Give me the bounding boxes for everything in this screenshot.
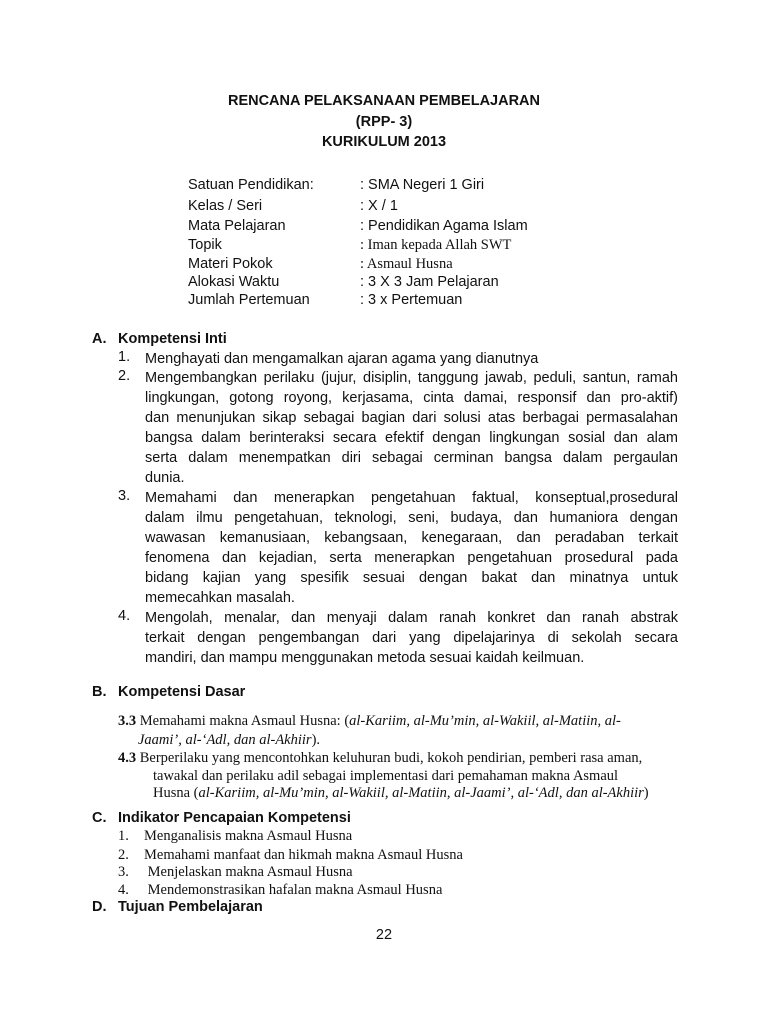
kd-text: tawakal dan perilaku adil sebagai implementasi dari pemahaman makna Asmaul (153, 768, 619, 784)
doc-title-line1: RENCANA PELAKSANAAN PEMBELAJARAN (227, 93, 541, 109)
text-line: Mengolah, menalar, dan menyaji dalam ranah konkret dan ranah abstrak (145, 610, 678, 626)
list-text: Memahami manfaat dan hikmah makna Asmaul Husna (144, 847, 463, 863)
text-line: lingkungan, gotong royong, kerjasama, cinta damai, responsif dan pro-aktif) (145, 390, 678, 406)
kd-text: ). (311, 732, 321, 748)
info-label: Alokasi Waktu (188, 274, 280, 290)
text-line: dan menunjukan sikap sebagai bagian dari solusi atas berbagai permasalahan (145, 410, 678, 426)
info-value: : Asmaul Husna (360, 256, 453, 272)
list-text (145, 608, 678, 668)
kd-text: Memahami makna Asmaul Husna: ( (136, 713, 350, 729)
list-text: Menjelaskan makna Asmaul Husna (144, 864, 353, 880)
list-number: 4. (118, 608, 131, 624)
info-label: Topik (188, 237, 222, 253)
section-heading-a (92, 331, 227, 347)
info-label: Jumlah Pertemuan (188, 292, 310, 308)
text-line: Mengembangkan perilaku (jujur, disiplin, tanggung jawab, peduli, santun, ramah (145, 370, 678, 386)
text-line: wawasan kemanusiaan, kebangsaan, kenegaraan, dan peradaban terkait (145, 530, 678, 546)
list-number: 1. (118, 828, 129, 844)
kd-asmaul-husna-list: al-Kariim, al-Mu’min, al-Wakiil, al-Matiin, al- (349, 713, 621, 729)
text-line: dalam ilmu pengetahuan, teknologi, seni, budaya, dan humaniora dengan (145, 510, 678, 526)
indikator-item-4 (118, 882, 442, 899)
info-label: Satuan Pendidikan: (188, 177, 314, 193)
kd-asmaul-husna-list: Jaami’, al-‘Adl, dan al-Akhiir (138, 732, 312, 748)
kd-3-3-line2 (138, 731, 320, 749)
list-text: Menganalisis makna Asmaul Husna (144, 828, 353, 844)
info-value: : Pendidikan Agama Islam (360, 218, 528, 234)
text-line: dunia. (145, 470, 185, 486)
kd-3-3-line1 (118, 712, 621, 730)
text-line: mandiri, dan mampu menggunakan metoda sesuai kaidah keilmuan. (145, 650, 585, 666)
text-line: Memahami dan menerapkan pengetahuan faktual, konseptual,prosedural (145, 490, 678, 506)
indikator-item-3 (118, 864, 353, 881)
info-label: Materi Pokok (188, 256, 273, 272)
info-label: Mata Pelajaran (188, 218, 286, 234)
section-heading-b (92, 684, 245, 700)
indikator-item-1 (118, 828, 352, 845)
kd-4-3-line2 (153, 767, 618, 785)
doc-title-line2: (RPP- 3) (355, 114, 413, 130)
info-value: : 3 X 3 Jam Pelajaran (360, 274, 499, 290)
section-letter: B. (92, 684, 107, 700)
doc-title-line3: KURIKULUM 2013 (321, 134, 447, 150)
kd-4-3-line1 (118, 749, 642, 767)
section-title: Kompetensi Dasar (118, 684, 246, 700)
list-number: 1. (118, 349, 131, 365)
kd-number: 3.3 (118, 713, 137, 729)
text-line: fenomena dan kejadian, serta menerapkan pengetahuan prosedural pada (145, 550, 678, 566)
section-title: Tujuan Pembelajaran (118, 899, 263, 915)
text-line: terkait dengan pengembangan dari yang dipelajarinya di sekolah secara (145, 630, 678, 646)
kd-text: Berperilaku yang mencontohkan keluhuran budi, kokoh pendirian, pemberi rasa aman, (136, 750, 643, 766)
section-letter: A. (92, 331, 107, 347)
list-number: 3. (118, 488, 131, 504)
section-title: Kompetensi Inti (118, 331, 227, 347)
section-letter: D. (92, 899, 107, 915)
info-value: : Iman kepada Allah SWT (360, 237, 512, 253)
text-line: bidang kajian yang spesifik sesuai dengan bakat dan minatnya untuk (145, 570, 678, 586)
section-heading-c (92, 810, 351, 826)
page-number: 22 (375, 927, 393, 943)
text-line: Menghayati dan mengamalkan ajaran agama yang dianutnya (145, 351, 539, 367)
text-line: memecahkan masalah. (145, 590, 295, 606)
info-value: : X / 1 (360, 198, 398, 214)
kd-4-3-line3 (153, 784, 649, 802)
list-number: 4. (118, 882, 129, 898)
list-text: Mendemonstrasikan hafalan makna Asmaul Husna (144, 882, 443, 898)
info-value: : SMA Negeri 1 Giri (360, 177, 485, 193)
text-line: bangsa dalam berinteraksi secara efektif dengan lingkungan sosial dan alam (145, 430, 678, 446)
list-number: 2. (118, 847, 129, 863)
info-value: : 3 x Pertemuan (360, 292, 463, 308)
list-number: 3. (118, 864, 129, 880)
kd-text: Husna ( (153, 785, 199, 801)
list-text (145, 349, 678, 369)
list-text (145, 368, 678, 488)
kd-asmaul-husna-list: al-Kariim, al-Mu’min, al-Wakiil, al-Matiin, al-Jaami’, al-‘Adl, dan al-Akhiir (198, 785, 644, 801)
section-heading-d (92, 899, 263, 915)
indikator-item-2 (118, 847, 463, 864)
section-title: Indikator Pencapaian Kompetensi (118, 810, 351, 826)
list-text (145, 488, 678, 608)
section-letter: C. (92, 810, 107, 826)
text-line: serta dalam menempatkan diri sebagai cerminan bangsa dalam pergaulan (145, 450, 678, 466)
info-label: Kelas / Seri (188, 198, 263, 214)
list-number: 2. (118, 368, 131, 384)
kd-text: ) (643, 785, 649, 801)
kd-number: 4.3 (118, 750, 137, 766)
